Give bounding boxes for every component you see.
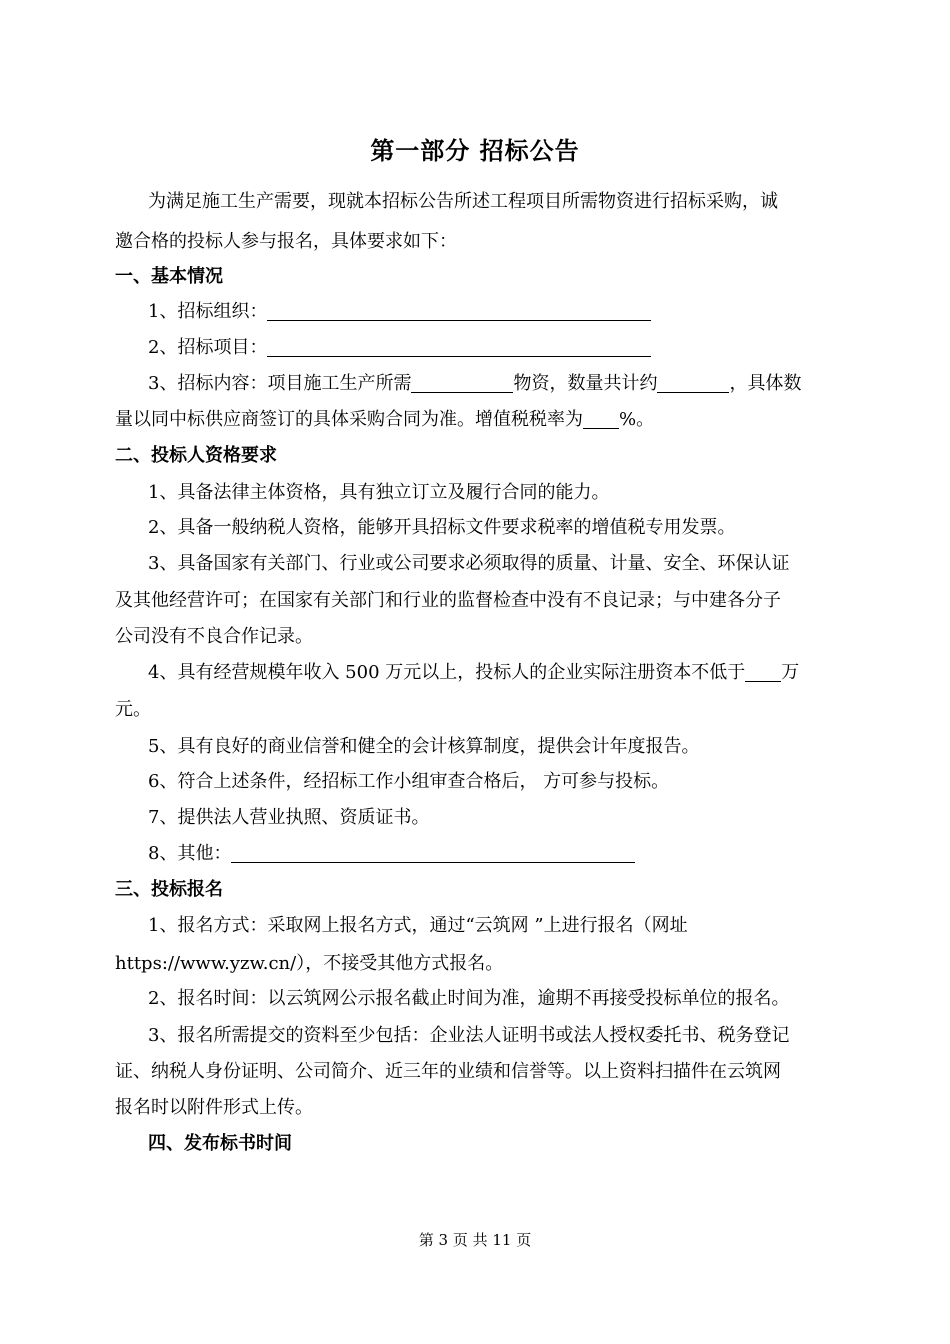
section-3-item-3-line-1: 3、报名所需提交的资料至少包括：企业法人证明书或法人授权委托书、税务登记 (148, 1025, 790, 1046)
section-3-heading: 三、投标报名 (115, 879, 223, 900)
intro-line-2: 邀合格的投标人参与报名，具体要求如下： (115, 231, 457, 252)
item-text: ，具体数 (729, 373, 802, 394)
section-1-heading: 一、基本情况 (115, 266, 223, 287)
section-2-item-8 (148, 841, 635, 867)
section-2-item-3-line-2: 及其他经营许可；在国家有关部门和行业的监督检查中没有不良记录；与中建各分子 (115, 590, 781, 611)
item-text: %。 (619, 409, 655, 430)
section-1-item-2 (148, 335, 651, 361)
section-2-item-5: 5、具有良好的商业信誉和健全的会计核算制度，提供会计年度报告。 (148, 736, 700, 757)
section-2-item-1: 1、具备法律主体资格，具有独立订立及履行合同的能力。 (148, 482, 610, 503)
section-2-item-3-line-1: 3、具备国家有关部门、行业或公司要求必须取得的质量、计量、安全、环保认证 (148, 553, 790, 574)
item-text: 万 (781, 662, 800, 683)
page-title: 第一部分 招标公告 (370, 137, 580, 165)
item-label: 1、招标组织： (148, 301, 268, 322)
blank-field (231, 842, 635, 863)
section-2-item-7: 7、提供法人营业执照、资质证书。 (148, 807, 430, 828)
section-2-item-4-line-2: 元。 (115, 699, 151, 720)
item-text: 量以同中标供应商签订的具体采购合同为准。增值税税率为 (115, 409, 583, 430)
section-2-item-6: 6、符合上述条件，经招标工作小组审查合格后， 方可参与投标。 (148, 771, 670, 792)
section-2-item-4-line-1 (148, 660, 799, 686)
section-1-item-3-line-2 (115, 407, 654, 433)
blank-field (583, 408, 619, 429)
blank-field (745, 661, 781, 682)
section-1-item-1 (148, 299, 651, 325)
section-3-item-2: 2、报名时间：以云筑网公示报名截止时间为准，逾期不再接受投标单位的报名。 (148, 988, 790, 1009)
section-4-heading: 四、发布标书时间 (148, 1133, 292, 1154)
blank-field (657, 372, 729, 393)
item-text: 4、具有经营规模年收入 500 万元以上，投标人的企业实际注册资本不低于 (148, 662, 746, 683)
section-1-item-3-line-1 (148, 371, 801, 397)
blank-field (267, 300, 651, 321)
item-text: 物资，数量共计约 (513, 373, 658, 394)
page-footer: 第 3 页 共 11 页 (418, 1231, 532, 1249)
item-label: 2、招标项目： (148, 337, 268, 358)
intro-line-1: 为满足施工生产需要，现就本招标公告所述工程项目所需物资进行招标采购，诚 (148, 191, 778, 212)
item-label: 8、其他： (148, 843, 232, 864)
section-2-item-2: 2、具备一般纳税人资格，能够开具招标文件要求税率的增值税专用发票。 (148, 517, 736, 538)
section-3-item-1-line-2: https://www.yzw.cn/），不接受其他方式报名。 (115, 953, 504, 974)
section-3-item-3-line-3: 报名时以附件形式上传。 (115, 1097, 313, 1118)
item-text: 3、招标内容：项目施工生产所需 (148, 373, 412, 394)
blank-field (411, 372, 513, 393)
blank-field (267, 336, 651, 357)
section-2-heading: 二、投标人资格要求 (115, 445, 277, 466)
section-2-item-3-line-3: 公司没有不良合作记录。 (115, 626, 313, 647)
section-3-item-3-line-2: 证、纳税人身份证明、公司简介、近三年的业绩和信誉等。以上资料扫描件在云筑网 (115, 1061, 781, 1082)
section-3-item-1-line-1: 1、报名方式：采取网上报名方式，通过“云筑网 ”上进行报名（网址 (148, 915, 688, 936)
